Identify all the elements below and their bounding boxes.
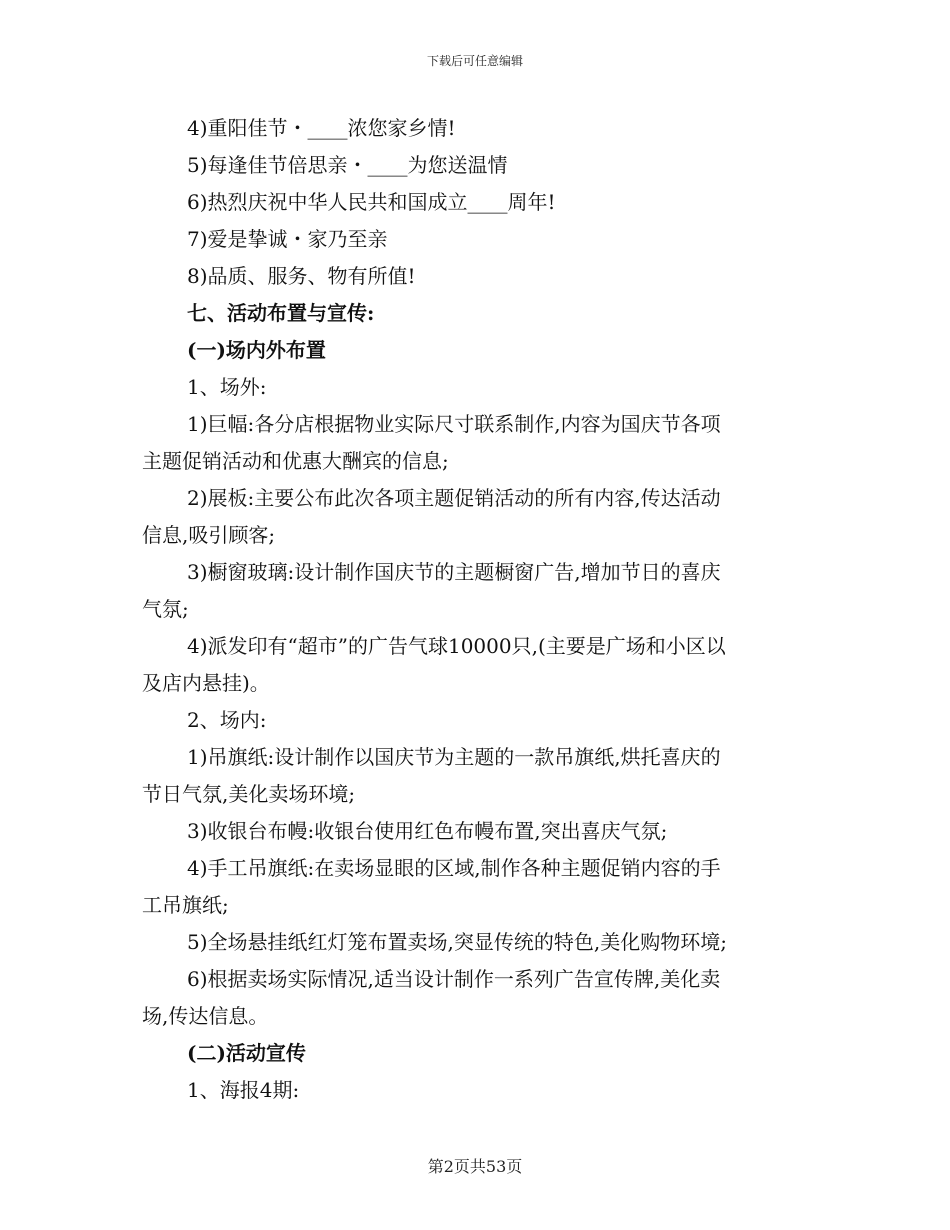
page-header: 下载后可任意编辑: [426, 54, 523, 68]
paragraph-line: 1)吊旗纸:设计制作以国庆节为主题的一款吊旗纸,烘托喜庆的: [187, 745, 721, 769]
paragraph-line: 1、海报4期:: [187, 1078, 300, 1102]
section-heading: 七、活动布置与宣传:: [187, 301, 375, 325]
paragraph-line: 4)重阳佳节・____浓您家乡情!: [187, 116, 456, 140]
paragraph-line: 1、场外:: [187, 375, 267, 399]
paragraph-line: 3)收银台布幔:收银台使用红色布幔布置,突出喜庆气氛;: [187, 819, 668, 843]
paragraph-line: 5)全场悬挂纸红灯笼布置卖场,突显传统的特色,美化购物环境;: [187, 930, 727, 954]
paragraph-line: 1)巨幅:各分店根据物业实际尺寸联系制作,内容为国庆节各项: [187, 412, 721, 436]
section-heading: (一)场内外布置: [187, 338, 326, 362]
page-footer: 第2页共53页: [427, 1157, 523, 1176]
section-heading: (二)活动宣传: [187, 1041, 306, 1065]
paragraph-line: 5)每逢佳节倍思亲・____为您送温情: [187, 153, 508, 177]
document-body: [142, 110, 807, 1109]
paragraph-line: 气氛;: [142, 597, 189, 621]
paragraph-line: 6)热烈庆祝中华人民共和国成立____周年!: [187, 190, 556, 214]
paragraph-line: 7)爱是挚诚・家乃至亲: [187, 227, 388, 251]
paragraph-line: 2、场内:: [187, 708, 267, 732]
paragraph-line: 8)品质、服务、物有所值!: [187, 264, 416, 288]
paragraph-line: 4)手工吊旗纸:在卖场显眼的区域,制作各种主题促销内容的手: [187, 856, 721, 880]
paragraph-line: 2)展板:主要公布此次各项主题促销活动的所有内容,传达活动: [187, 486, 721, 510]
paragraph-line: 信息,吸引顾客;: [142, 523, 276, 547]
paragraph-line: 4)派发印有“超市”的广告气球10000只,(主要是广场和小区以: [187, 634, 726, 658]
paragraph-line: 及店内悬挂)。: [142, 671, 270, 695]
paragraph-line: 6)根据卖场实际情况,适当设计制作一系列广告宣传牌,美化卖: [187, 967, 721, 991]
paragraph-line: 场,传达信息。: [142, 1004, 269, 1028]
paragraph-line: 工吊旗纸;: [142, 893, 229, 917]
paragraph-line: 3)橱窗玻璃:设计制作国庆节的主题橱窗广告,增加节日的喜庆: [187, 560, 721, 584]
paragraph-line: 主题促销活动和优惠大酬宾的信息;: [142, 449, 449, 473]
paragraph-line: 节日气氛,美化卖场环境;: [142, 782, 356, 806]
